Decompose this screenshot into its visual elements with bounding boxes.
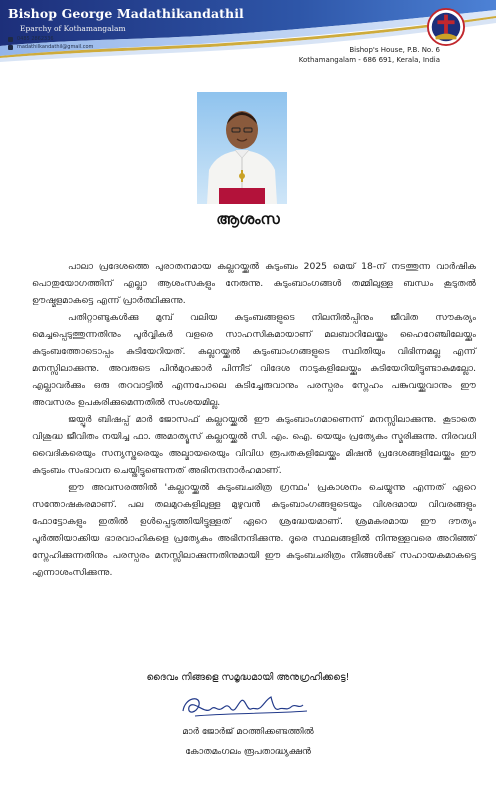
letter-body bbox=[32, 258, 476, 581]
paragraph-4: ഈ അവസരത്തിൽ 'കല്ലറയ്ക്കൽ കുടുംബചരിത്ര ഗ്രന്ഥം' പ്രകാശനം ചെയ്യുന്നു എന്നത് ഏറെ സന്തോഷകരമാണ്. പല തലമുറകളിലുള്ള മുഴുവൻ കുടുംബാംഗങ്ങളുടെയും വിശദമായ വിവരങ്ങളും ഫോട്ടോകളും ഇതിൽ ഉൾപ്പെടുത്തിയിട്ടുള്ളത് ഏറെ ശ്രദ്ധേയമാണ്. ശ്രമകരമായ ഈ ദൗത്യം പൂർത്തിയാക്കിയ ഭാരവാഹികളെ പ്രത്യേകം അഭിനന്ദിക്കുന്നു. ദൂരെ സ്ഥലങ്ങളിൽ നിന്നുള്ളവരെ അറിഞ്ഞ് സ്നേഹിക്കുന്നതിനും പരസ്പരം മനസ്സിലാക്കുന്നതിനുമായി ഈ കുടുംബചരിത്രം നിങ്ങൾക്ക് സഹായകമാകട്ടെ എന്നാശംസിക്കുന്നു. bbox=[32, 482, 476, 578]
address-block bbox=[280, 45, 440, 65]
bishop-portrait-icon bbox=[197, 92, 287, 204]
email-address: madathilkandathil@gmail.com bbox=[17, 44, 94, 50]
eparchy-emblem-icon bbox=[427, 8, 465, 46]
address-line-1: Bishop's House, P.B. No. 6 bbox=[349, 46, 440, 54]
phone-icon bbox=[8, 37, 13, 42]
paragraph-2: പതിറ്റാണ്ടുകൾക്കു മുമ്പ് വലിയ കുടുംബങ്ങളുടെ നിലനിൽപ്പിനും ജീവിത സൗകര്യം മെച്ചപ്പെടുത്തുന്നതിനും പൂർവ്വികർ വളരെ സാഹസികമായാണ് മലബാറിലേയ്ക്കും ഹൈറേഞ്ചിലേയ്ക്കും കുടുംബത്തോടൊപ്പം കുടിയേറിയത്. കല്ലറയ്ക്കൽ കുടുംബാംഗങ്ങളുടെ സ്ഥിതിയും വിഭിന്നമല്ല എന്ന് മനസ്സിലാക്കുന്നു. അവരുടെ പിൻമുറക്കാർ പിന്നീട് വിദേശ നാടുകളിലേയ്ക്കും കുടിയേറിയിട്ടുണ്ടാകുമല്ലോ. എല്ലാവർക്കും ഒരു തറവാട്ടിൽ എന്നപോലെ കുടിച്ചേരുവാനും പരസ്പരം സ്നേഹം പങ്കുവയ്ക്കുവാനും ഈ അവസരം ഉപകരിക്കുമെന്നതിൽ സംശയമില്ല. bbox=[32, 312, 476, 408]
email-icon bbox=[8, 45, 13, 50]
paragraph-1: പാലാ പ്രദേശത്തെ പുരാതനമായ കല്ലറയ്ക്കൽ കുടുംബം 2025 മെയ് 18-ന് നടത്തുന്ന വാർഷിക പൊതുയോഗത്തിന് എല്ലാ ആശംസകളും നേരുന്നു. കുടുംബാംഗങ്ങൾ തമ്മിലുള്ള ബന്ധം കൂടുതൽ ഊഷ്മളമാകട്ടെ എന്ന് പ്രാർത്ഥിക്കുന്നു. bbox=[32, 261, 476, 306]
signatory-title: കോതമംഗലം രൂപതാദ്ധ്യക്ഷൻ bbox=[185, 747, 311, 757]
eparchy-name: Eparchy of Kothamangalam bbox=[20, 24, 126, 33]
bishop-name: Bishop George Madathikandathil bbox=[8, 6, 244, 21]
phone-number: 0485 2862336 bbox=[17, 36, 54, 42]
letterhead bbox=[0, 0, 496, 82]
signatory-name: മാർ ജോർജ് മഠത്തിക്കണ്ടത്തിൽ bbox=[182, 727, 314, 737]
contact-info bbox=[8, 35, 93, 51]
paragraph-3: ജയ്പൂർ ബിഷപ്പ് മാർ ജോസഫ് കല്ലറയ്ക്കൽ ഈ കുടുംബാംഗമാണെന്ന് മനസ്സിലാക്കുന്നു. കൂടാതെ വിശുദ്ധ ജീവിതം നയിച്ച ഫാ. അമാത്യൂസ് കല്ലറയ്ക്കൽ സി. എം. ഐ. യെയും പ്രത്യേകം സ്മരിക്കുന്നു. നിരവധി വൈദികരെയും സന്യസ്തരെയും അല്മായരെയും വിവിധ രൂപതകളിലേയ്ക്കും മിഷൻ പ്രദേശങ്ങളിലേയ്ക്കും ഈ കുടുംബം സംഭാവന ചെയ്തിട്ടുണ്ടെന്നത് അഭിനന്ദനാർഹമാണ്. bbox=[32, 414, 476, 476]
handwritten-signature-icon bbox=[175, 689, 325, 723]
address-line-2: Kothamangalam - 686 691, Kerala, India bbox=[298, 56, 440, 64]
closing-blessing: ദൈവം നിങ്ങളെ സമൃദ്ധമായി അനുഗ്രഹിക്കട്ടെ! bbox=[146, 672, 350, 683]
page-title: ആശംസ bbox=[216, 210, 280, 228]
